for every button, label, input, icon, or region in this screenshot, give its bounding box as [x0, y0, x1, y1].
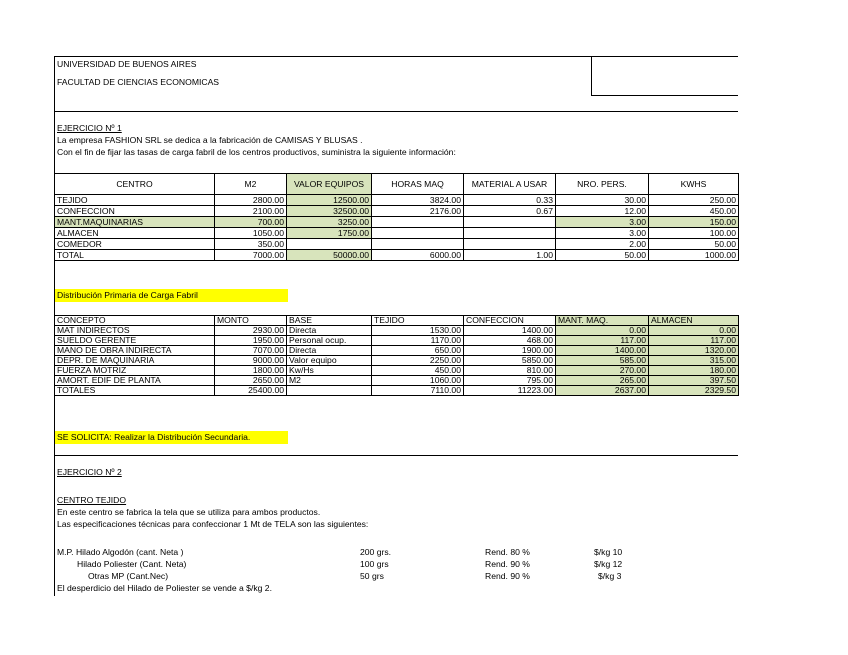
table-cell: 2800.00 [215, 195, 287, 206]
section-divider [54, 455, 738, 456]
waste-note: El desperdicio del Hilado de Poliester se vende a $/kg 2. [57, 583, 272, 593]
table-cell: 7070.00 [215, 346, 287, 356]
table-cell [464, 217, 556, 228]
header-top-border [54, 56, 738, 57]
table-cell: 1050.00 [215, 228, 287, 239]
table-cell: 6000.00 [372, 250, 464, 261]
table-cell: DEPR. DE MAQUINARIA [55, 356, 215, 366]
material-price: $/kg 10 [594, 547, 623, 557]
table-cell: 3.00 [556, 217, 649, 228]
table-cell: TOTALES [55, 386, 215, 396]
table-cell: 350.00 [215, 239, 287, 250]
table-row [55, 239, 739, 250]
table-cell: 12.00 [556, 206, 649, 217]
table-row [55, 356, 739, 366]
material-qty: 50 grs [360, 571, 384, 581]
divider-top [54, 111, 738, 112]
table-row [55, 346, 739, 356]
table-cell: 2250.00 [372, 356, 464, 366]
table-row [55, 228, 739, 239]
table-cell: 0.00 [649, 326, 739, 336]
material-name: M.P. Hilado Algodón (cant. Neta ) [57, 547, 184, 557]
table1-header-cell: NRO. PERS. [556, 174, 649, 195]
table2-header-cell: CONCEPTO [55, 316, 215, 326]
distribution-title: Distribución Primaria de Carga Fabril [55, 289, 288, 302]
table-cell: 1530.00 [372, 326, 464, 336]
material-price: $/kg 12 [594, 559, 623, 569]
table-cell: 585.00 [556, 356, 649, 366]
table-cell: 0.00 [556, 326, 649, 336]
material-qty: 200 grs. [360, 547, 392, 557]
table-cell: 468.00 [464, 336, 556, 346]
table1-header-cell: HORAS MAQ [372, 174, 464, 195]
table-cell: 2637.00 [556, 386, 649, 396]
table-cell: 50000.00 [287, 250, 372, 261]
table-cell [372, 228, 464, 239]
table-cell: 5850.00 [464, 356, 556, 366]
table-cell: 3.00 [556, 228, 649, 239]
table-cell: 1400.00 [556, 346, 649, 356]
table-cell [464, 239, 556, 250]
table-cell: 810.00 [464, 366, 556, 376]
table-cell: 1400.00 [464, 326, 556, 336]
table2-header-row [55, 316, 739, 326]
table-row [55, 326, 739, 336]
table-row [55, 336, 739, 346]
table-cell: 1900.00 [464, 346, 556, 356]
table-cell: Personal ocup. [287, 336, 372, 346]
table-row [55, 217, 739, 228]
table2-header-cell: CONFECCION [464, 316, 556, 326]
table1-header-cell: VALOR EQUIPOS [287, 174, 372, 195]
table-cell: 397.50 [649, 376, 739, 386]
centers-table [54, 173, 739, 261]
table-cell: 1800.00 [215, 366, 287, 376]
table2-header-cell: MONTO [215, 316, 287, 326]
material-name: Hilado Poliester (Cant. Neta) [77, 559, 187, 569]
table1-header-row [55, 174, 739, 195]
table-cell: 150.00 [649, 217, 739, 228]
table-cell: 3824.00 [372, 195, 464, 206]
table-cell: 795.00 [464, 376, 556, 386]
table-cell [372, 239, 464, 250]
material-price: $/kg 3 [598, 571, 622, 581]
header-bottom-border [591, 95, 738, 96]
table-cell: 3250.00 [287, 217, 372, 228]
table-row [55, 206, 739, 217]
table-cell: 270.00 [556, 366, 649, 376]
table-cell: SUELDO GERENTE [55, 336, 215, 346]
distribution-table [54, 315, 739, 396]
table-cell: 650.00 [372, 346, 464, 356]
table2-header-cell: BASE [287, 316, 372, 326]
table1-header-cell: CENTRO [55, 174, 215, 195]
table2-header-cell: TEJIDO [372, 316, 464, 326]
table-cell: M2 [287, 376, 372, 386]
table-cell: Kw/Hs [287, 366, 372, 376]
table-cell: 2930.00 [215, 326, 287, 336]
table-cell: 7110.00 [372, 386, 464, 396]
table-cell: 2100.00 [215, 206, 287, 217]
table-cell [287, 386, 372, 396]
table-cell: 25400.00 [215, 386, 287, 396]
table-cell: FUERZA MOTRIZ [55, 366, 215, 376]
faculty-name: FACULTAD DE CIENCIAS ECONOMICAS [57, 77, 220, 87]
table-cell: Directa [287, 326, 372, 336]
table2-header-cell: ALMACEN [649, 316, 739, 326]
material-rend: Rend. 80 % [485, 547, 530, 557]
table-cell: 1.00 [464, 250, 556, 261]
header-left-border [54, 56, 55, 96]
table-cell: TOTAL [55, 250, 215, 261]
exercise1-title: EJERCICIO Nº 1 [57, 123, 122, 133]
table-cell: 0.33 [464, 195, 556, 206]
table-cell: 100.00 [649, 228, 739, 239]
table-cell: 50.00 [556, 250, 649, 261]
table-cell: 50.00 [649, 239, 739, 250]
table-cell: 180.00 [649, 366, 739, 376]
table-cell: MANT.MAQUINARIAS [55, 217, 215, 228]
table-cell [464, 228, 556, 239]
table-row [55, 195, 739, 206]
table1-header-cell: MATERIAL A USAR [464, 174, 556, 195]
table-cell: 9000.00 [215, 356, 287, 366]
table-cell [372, 217, 464, 228]
table-cell: 450.00 [649, 206, 739, 217]
table-cell: ALMACEN [55, 228, 215, 239]
material-qty: 100 grs [360, 559, 389, 569]
table-cell: MANO DE OBRA INDIRECTA [55, 346, 215, 356]
table-cell: 117.00 [556, 336, 649, 346]
material-name: Otras MP (Cant.Nec) [88, 571, 169, 581]
table-cell: 1170.00 [372, 336, 464, 346]
material-rend: Rend. 90 % [485, 559, 530, 569]
table1-header-cell: M2 [215, 174, 287, 195]
table-cell: 7000.00 [215, 250, 287, 261]
table-cell: 450.00 [372, 366, 464, 376]
university-name: UNIVERSIDAD DE BUENOS AIRES [57, 59, 197, 69]
table-cell: 2176.00 [372, 206, 464, 217]
table2-header-cell: MANT. MAQ. [556, 316, 649, 326]
material-rend: Rend. 90 % [485, 571, 530, 581]
table-cell: 32500.00 [287, 206, 372, 217]
exercise1-line2: Con el fin de fijar las tasas de carga fabril de los centros productivos, suministra la siguiente información: [57, 147, 456, 157]
table-cell: 2.00 [556, 239, 649, 250]
table-cell: 117.00 [649, 336, 739, 346]
solicita-note: SE SOLICITA: Realizar la Distribución Secundaria. [55, 431, 288, 444]
table-row [55, 376, 739, 386]
table-cell: Directa [287, 346, 372, 356]
table1-header-cell: KWHS [649, 174, 739, 195]
header-divider [591, 56, 592, 96]
table-cell: 1750.00 [287, 228, 372, 239]
table-cell: 30.00 [556, 195, 649, 206]
table-row [55, 366, 739, 376]
center-title: CENTRO TEJIDO [57, 495, 127, 505]
table-cell: AMORT. EDIF DE PLANTA [55, 376, 215, 386]
table-cell: 315.00 [649, 356, 739, 366]
table-cell: 0.67 [464, 206, 556, 217]
table-cell: TEJIDO [55, 195, 215, 206]
table-cell: MAT INDIRECTOS [55, 326, 215, 336]
table-cell: 2329.50 [649, 386, 739, 396]
table-cell: Valor equipo [287, 356, 372, 366]
table-cell: 1060.00 [372, 376, 464, 386]
exercise1-line1: La empresa FASHION SRL se dedica a la fabricación de CAMISAS Y BLUSAS . [57, 135, 363, 145]
table-cell [287, 239, 372, 250]
table-row [55, 386, 739, 396]
table-cell: COMEDOR [55, 239, 215, 250]
table-cell: 1950.00 [215, 336, 287, 346]
table-row [55, 250, 739, 261]
exercise2-line2: Las especificaciones técnicas para confeccionar 1 Mt de TELA son las siguientes: [57, 519, 369, 529]
table-cell: 1320.00 [649, 346, 739, 356]
exercise2-title: EJERCICIO Nº 2 [57, 467, 122, 477]
table-cell: CONFECCION [55, 206, 215, 217]
table-cell: 265.00 [556, 376, 649, 386]
table-cell: 1000.00 [649, 250, 739, 261]
table-cell: 11223.00 [464, 386, 556, 396]
exercise2-line1: En este centro se fabrica la tela que se utiliza para ambos productos. [57, 507, 321, 517]
table-cell: 700.00 [215, 217, 287, 228]
table-cell: 2650.00 [215, 376, 287, 386]
table-cell: 12500.00 [287, 195, 372, 206]
table-cell: 250.00 [649, 195, 739, 206]
